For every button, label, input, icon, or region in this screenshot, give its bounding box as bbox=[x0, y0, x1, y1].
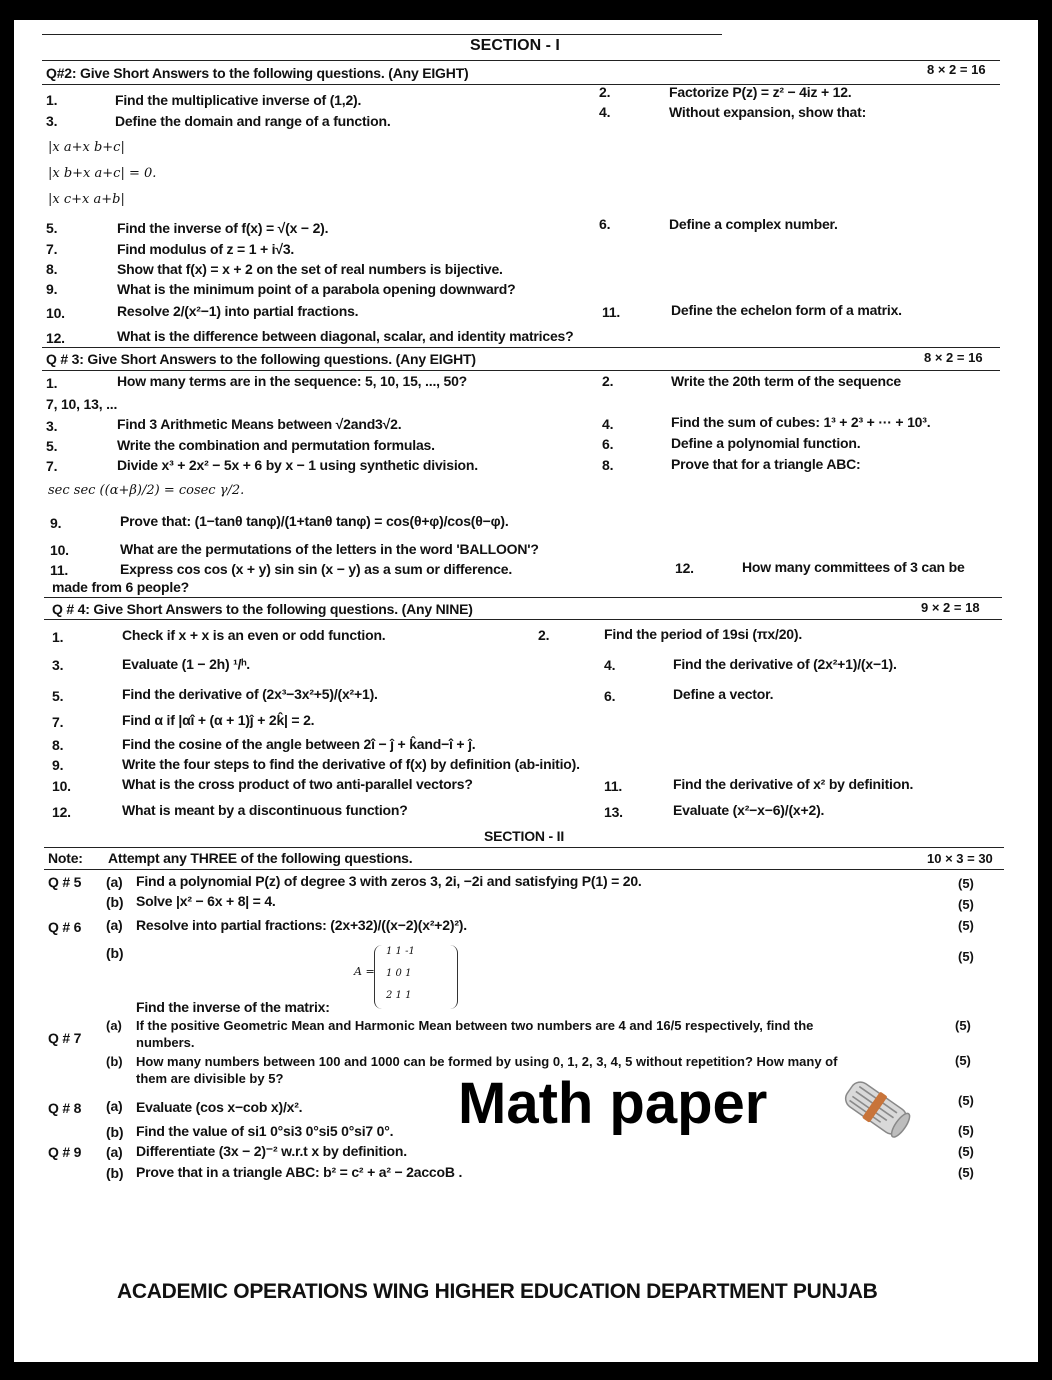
part-label: (a) bbox=[106, 917, 123, 933]
q-number: 3. bbox=[52, 657, 64, 673]
q-text: Define the echelon form of a matrix. bbox=[671, 302, 902, 318]
part-marks: (5) bbox=[955, 1018, 971, 1033]
part-label: (a) bbox=[106, 1018, 122, 1033]
q3-marks: 8 × 2 = 16 bbox=[924, 350, 983, 365]
q-number: 5. bbox=[52, 688, 64, 704]
rule bbox=[42, 370, 1000, 371]
part-label: (a) bbox=[106, 1144, 123, 1160]
q-number: 6. bbox=[599, 216, 611, 232]
q3-header: Q # 3: Give Short Answers to the following questions. (Any EIGHT) bbox=[46, 351, 476, 367]
q-text: Define a vector. bbox=[673, 686, 774, 702]
q-text: What are the permutations of the letters in the word 'BALLOON'? bbox=[120, 541, 539, 557]
q-number: 3. bbox=[46, 113, 58, 129]
q-text: Find the derivative of (2x³−3x²+5)/(x²+1). bbox=[122, 686, 378, 702]
q-number: 2. bbox=[602, 373, 614, 389]
q-number: 9. bbox=[50, 515, 62, 531]
q-number: 12. bbox=[46, 330, 65, 346]
q4-header: Q # 4: Give Short Answers to the following questions. (Any NINE) bbox=[52, 601, 473, 617]
rule bbox=[44, 597, 1002, 598]
q-number: 11. bbox=[602, 304, 621, 320]
q-text: What is meant by a discontinuous function? bbox=[122, 802, 408, 818]
q-number: 4. bbox=[602, 416, 614, 432]
exam-paper bbox=[14, 20, 1038, 1362]
q-text: Define a polynomial function. bbox=[671, 435, 861, 451]
q-number: 7. bbox=[52, 714, 64, 730]
q4-marks: 9 × 2 = 18 bbox=[921, 600, 980, 615]
q-number: 1. bbox=[46, 375, 58, 391]
q-number: 1. bbox=[46, 92, 58, 108]
caption-title: Math paper bbox=[458, 1071, 768, 1136]
part-marks: (5) bbox=[958, 1093, 974, 1108]
q-text: Write the combination and permutation formulas. bbox=[117, 437, 435, 453]
question-label: Q # 9 bbox=[48, 1144, 82, 1160]
q-text: Show that f(x) = x + 2 on the set of real numbers is bijective. bbox=[117, 261, 503, 277]
part-text: If the positive Geometric Mean and Harmonic Mean between two numbers are 4 and 16/5 respectively, find the bbox=[136, 1018, 814, 1033]
q-text: Find α if |αî + (α + 1)ĵ + 2k̂| = 2. bbox=[122, 712, 315, 728]
part-text-cont: them are divisible by 5? bbox=[136, 1071, 284, 1086]
part-text-cont: numbers. bbox=[136, 1035, 195, 1050]
q-number: 12. bbox=[52, 804, 71, 820]
part-text: Find a polynomial P(z) of degree 3 with zeros 3, 2i, −2i and satisfying P(1) = 20. bbox=[136, 873, 642, 889]
q-text: made from 6 people? bbox=[52, 579, 190, 595]
q-number: 13. bbox=[604, 804, 623, 820]
q-text: Evaluate (x²−x−6)/(x+2). bbox=[673, 802, 825, 818]
q-number: 4. bbox=[599, 104, 611, 120]
q-number: 5. bbox=[46, 438, 58, 454]
q-text: Write the 20th term of the sequence bbox=[671, 373, 902, 389]
part-marks: (5) bbox=[958, 897, 974, 912]
q-text: What is the cross product of two anti-parallel vectors? bbox=[122, 776, 473, 792]
newspaper-icon bbox=[836, 1072, 916, 1144]
rule bbox=[44, 869, 1004, 870]
q-text: Define a complex number. bbox=[669, 216, 838, 232]
q-number: 10. bbox=[52, 778, 71, 794]
q2-header: Q#2: Give Short Answers to the following questions. (Any EIGHT) bbox=[46, 65, 469, 81]
matrix-row: 2 1 1 bbox=[386, 990, 412, 1001]
q-text: Find the derivative of (2x²+1)/(x−1). bbox=[673, 656, 897, 672]
q-text: Find the cosine of the angle between 2î − ĵ + k̂and−î + ĵ. bbox=[122, 736, 476, 752]
q-text: How many terms are in the sequence: 5, 10, 15, ..., 50? bbox=[117, 373, 468, 389]
q-text: Prove that for a triangle ABC: bbox=[671, 456, 861, 472]
q-text: Find the period of 19si (πx/20). bbox=[604, 626, 803, 642]
part-label: (b) bbox=[106, 945, 124, 961]
q-text: Factorize P(z) = z² − 4iz + 12. bbox=[669, 84, 852, 100]
q-text: Find the inverse of f(x) = √(x − 2). bbox=[117, 220, 329, 236]
question-label: Q # 8 bbox=[48, 1100, 82, 1116]
footer-text: ACADEMIC OPERATIONS WING HIGHER EDUCATION DEPARTMENT PUNJAB bbox=[117, 1280, 878, 1303]
q-number: 12. bbox=[675, 560, 694, 576]
part-marks: (5) bbox=[958, 1123, 974, 1138]
q-text: Find 3 Arithmetic Means between √2and3√2. bbox=[117, 416, 402, 432]
q-number: 10. bbox=[50, 542, 69, 558]
q-text: Without expansion, show that: bbox=[669, 104, 867, 120]
q-number: 4. bbox=[604, 657, 616, 673]
determinant-row: |x c+x a+b| bbox=[48, 192, 125, 207]
q-number: 7. bbox=[46, 241, 58, 257]
q-number: 11. bbox=[50, 562, 69, 578]
rule bbox=[42, 60, 1000, 61]
q-text: Prove that: (1−tanθ tanφ)/(1+tanθ tanφ) = cos(θ+φ)/cos(θ−φ). bbox=[120, 513, 509, 529]
determinant-row: |x a+x b+c| bbox=[48, 140, 125, 155]
part-marks: (5) bbox=[958, 876, 974, 891]
rule bbox=[42, 84, 1000, 85]
q-text: Divide x³ + 2x² − 5x + 6 by x − 1 using synthetic division. bbox=[117, 457, 478, 473]
q-number: 1. bbox=[52, 629, 64, 645]
rule bbox=[42, 347, 1000, 348]
q-number: 8. bbox=[46, 261, 58, 277]
q-text: Find modulus of z = 1 + i√3. bbox=[117, 241, 295, 257]
q-text: Express cos cos (x + y) sin sin (x − y) as a sum or difference. bbox=[120, 561, 513, 577]
q-number: 2. bbox=[538, 627, 550, 643]
q-text: What is the minimum point of a parabola opening downward? bbox=[117, 281, 516, 297]
part-label: (b) bbox=[106, 894, 124, 910]
part-marks: (5) bbox=[958, 1144, 974, 1159]
rule bbox=[44, 847, 1004, 848]
part-marks: (5) bbox=[955, 1053, 971, 1068]
q-number: 5. bbox=[46, 220, 58, 236]
section-2-marks: 10 × 3 = 30 bbox=[927, 851, 993, 866]
part-label: (b) bbox=[106, 1124, 124, 1140]
q-number: 8. bbox=[602, 457, 614, 473]
determinant-row: |x b+x a+c| = 0. bbox=[48, 166, 157, 181]
q-text: Resolve 2/(x²−1) into partial fractions. bbox=[117, 303, 359, 319]
note-text: Attempt any THREE of the following questions. bbox=[108, 850, 413, 866]
matrix-row: 1 0 1 bbox=[386, 968, 412, 979]
rule bbox=[44, 619, 1002, 620]
part-text: Find the inverse of the matrix: bbox=[136, 999, 330, 1015]
q-text: Write the four steps to find the derivative of f(x) by definition (ab-initio). bbox=[122, 756, 580, 772]
q-number: 10. bbox=[46, 305, 65, 321]
q-number: 6. bbox=[602, 436, 614, 452]
part-text: Resolve into partial fractions: (2x+32)/((x−2)(x²+2)²). bbox=[136, 917, 467, 933]
q-text: Find the multiplicative inverse of (1,2). bbox=[115, 92, 362, 108]
part-marks: (5) bbox=[958, 949, 974, 964]
q-number: 8. bbox=[52, 737, 64, 753]
q-text: How many committees of 3 can be bbox=[742, 559, 965, 575]
q-number: 3. bbox=[46, 418, 58, 434]
part-label: (b) bbox=[106, 1054, 123, 1069]
q-number: 11. bbox=[604, 778, 623, 794]
matrix-row: 1 1 -1 bbox=[386, 946, 415, 957]
top-rule bbox=[42, 34, 722, 35]
note-label: Note: bbox=[48, 850, 83, 866]
q-text: Check if x + x is an even or odd function. bbox=[122, 627, 386, 643]
question-label: Q # 7 bbox=[48, 1030, 82, 1046]
part-text: Prove that in a triangle ABC: b² = c² + a² − 2accoB . bbox=[136, 1164, 463, 1180]
q-text: sec sec ((α+β)/2) = cosec γ/2. bbox=[48, 483, 245, 498]
q-number: 6. bbox=[604, 688, 616, 704]
part-text: Differentiate (3x − 2)⁻² w.r.t x by definition. bbox=[136, 1143, 407, 1159]
q-text: Find the derivative of x² by definition. bbox=[673, 776, 914, 792]
q-text: Find the sum of cubes: 1³ + 2³ + ··· + 10³. bbox=[671, 414, 931, 430]
part-text: Find the value of si1 0°si3 0°si5 0°si7 0°. bbox=[136, 1123, 394, 1139]
q-number: 7. bbox=[46, 458, 58, 474]
part-label: (a) bbox=[106, 1098, 123, 1114]
matrix-label: A = bbox=[354, 965, 375, 978]
part-text: Solve |x² − 6x + 8| = 4. bbox=[136, 893, 276, 909]
q-number: 9. bbox=[52, 757, 64, 773]
q-text: 7, 10, 13, ... bbox=[46, 396, 118, 412]
part-label: (b) bbox=[106, 1165, 124, 1181]
question-label: Q # 6 bbox=[48, 919, 82, 935]
q-text: Define the domain and range of a function. bbox=[115, 113, 391, 129]
part-label: (a) bbox=[106, 874, 123, 890]
part-text: Evaluate (cos x−cob x)/x². bbox=[136, 1099, 303, 1115]
question-label: Q # 5 bbox=[48, 874, 82, 890]
q-number: 2. bbox=[599, 84, 611, 100]
q-text: What is the difference between diagonal, scalar, and identity matrices? bbox=[117, 328, 574, 344]
q-number: 9. bbox=[46, 281, 58, 297]
part-text: How many numbers between 100 and 1000 can be formed by using 0, 1, 2, 3, 4, 5 without repetition? How many of bbox=[136, 1054, 838, 1069]
q2-marks: 8 × 2 = 16 bbox=[927, 62, 986, 77]
q-text: Evaluate (1 − 2h) ¹/ʰ. bbox=[122, 656, 250, 672]
section-2-title: SECTION - II bbox=[484, 828, 565, 844]
part-marks: (5) bbox=[958, 1165, 974, 1180]
part-marks: (5) bbox=[958, 918, 974, 933]
section-1-title: SECTION - I bbox=[470, 37, 560, 54]
